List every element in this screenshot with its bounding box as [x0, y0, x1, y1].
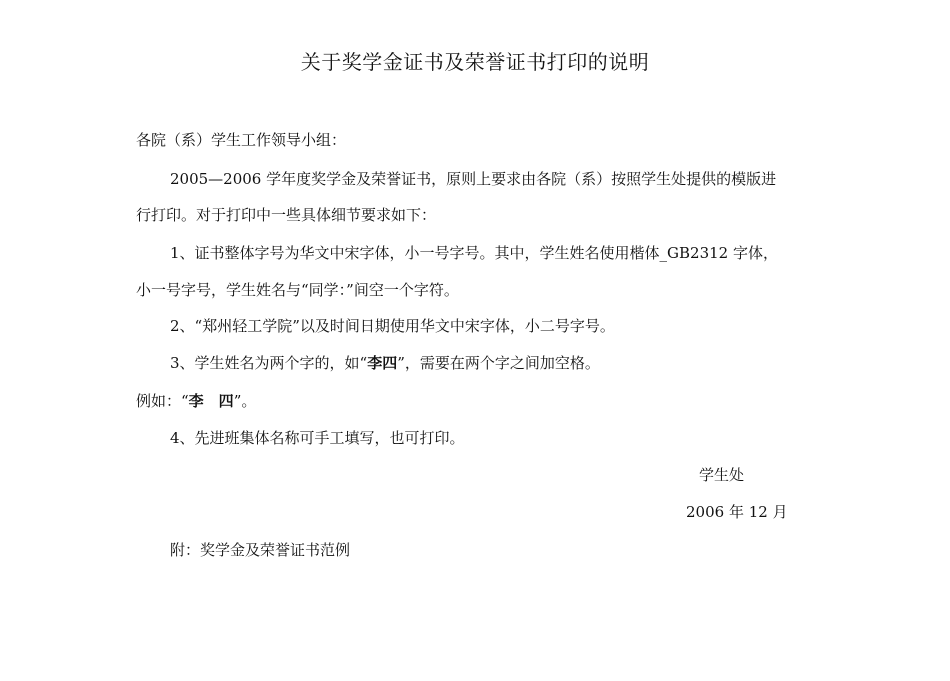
salutation: 各院（系）学生工作领导小组：: [136, 131, 347, 149]
document-title: 关于奖学金证书及荣誉证书打印的说明: [300, 50, 650, 74]
item-3: [170, 353, 600, 373]
item-1-line-1: 1、证书整体字号为华文中宋字体，小一号字号。其中，学生姓名使用楷体_GB2312 字体，: [170, 244, 778, 262]
item-3-prefix: 3、学生姓名为两个字的，如“: [170, 354, 368, 372]
attachment-note: 附：奖学金及荣誉证书范例: [170, 541, 351, 559]
item-3-name: 李四: [367, 354, 398, 372]
signature-office: 学生处: [699, 466, 745, 484]
item-3-suffix: ”，需要在两个字之间加空格。: [397, 354, 600, 372]
intro-line-2: 行打印。对于打印中一些具体细节要求如下：: [136, 206, 437, 224]
signature-date: 2006 年 12 月: [686, 503, 788, 521]
item-2: 2、“郑州轻工学院”以及时间日期使用华文中宋字体，小二号字号。: [170, 317, 615, 335]
example-prefix: 例如：“: [136, 392, 189, 410]
item-4: 4、先进班集体名称可手工填写，也可打印。: [170, 429, 465, 447]
example-suffix: ”。: [233, 392, 257, 410]
item-1-line-2: 小一号字号，学生姓名与“同学：”间空一个字符。: [136, 281, 459, 299]
example-name: 李 四: [188, 392, 234, 410]
example-line: [136, 391, 256, 411]
intro-line-1: 2005—2006 学年度奖学金及荣誉证书，原则上要求由各院（系）按照学生处提供的模版进: [170, 170, 777, 188]
